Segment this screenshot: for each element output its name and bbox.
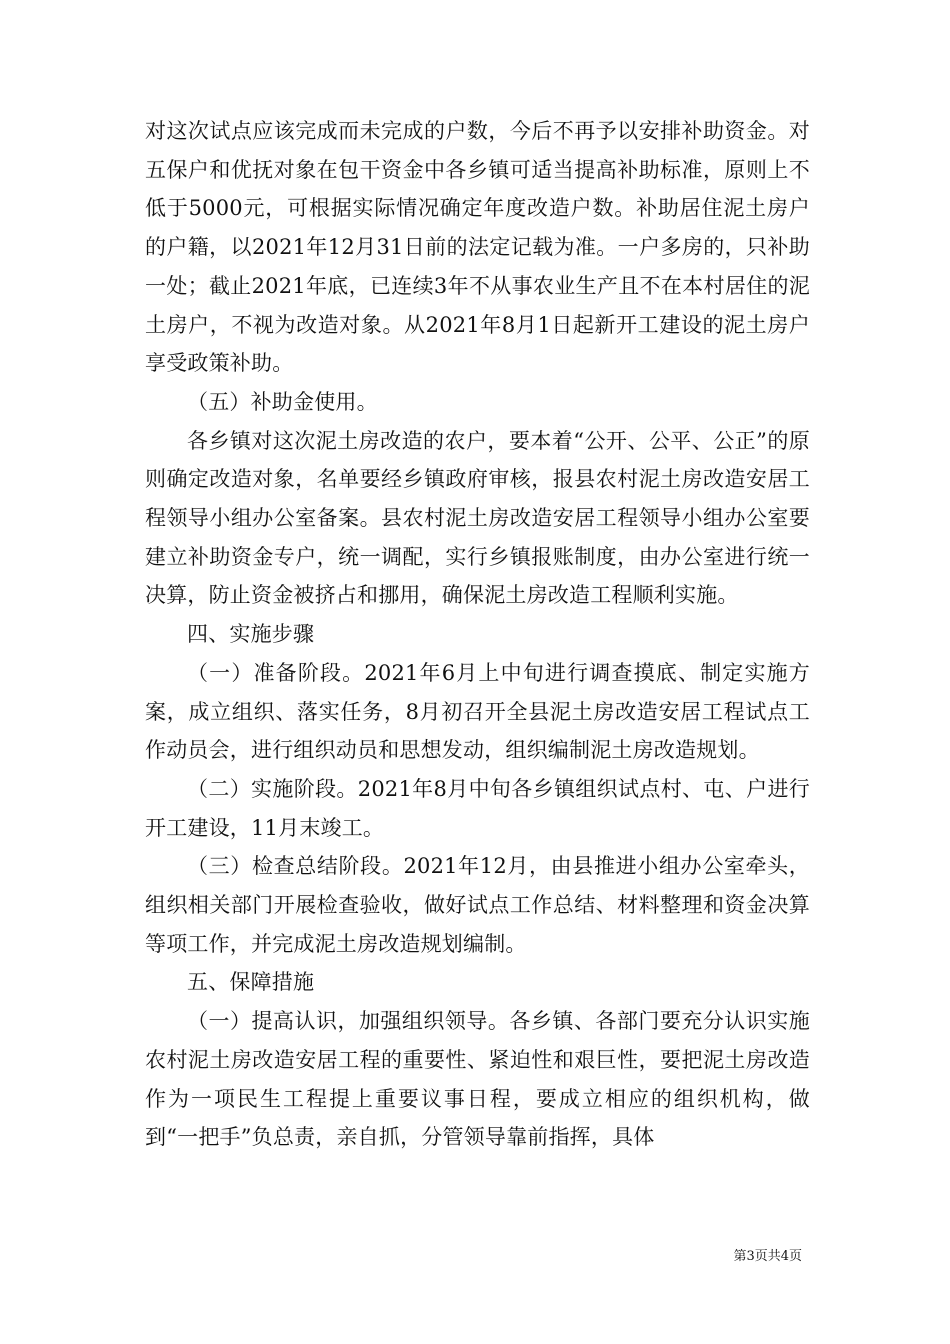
- paragraph-organizational-leadership: （一）提高认识，加强组织领导。各乡镇、各部门要充分认识实施农村泥土房改造安居工程的重要性、紧迫性和艰巨性，要把泥土房改造作为一项民生工程提上重要议事日程，要成立相应的组织机构，做到“一把手”负总责，亲自抓，分管领导靠前指挥，具体: [145, 1009, 810, 1150]
- page-number: 第3页共4页: [733, 1249, 802, 1264]
- paragraph-subsidy-use: 各乡镇对这次泥土房改造的农户，要本着“公开、公平、公正”的原则确定改造对象，名单要经乡镇政府审核，报县农村泥土房改造安居工程领导小组办公室备案。县农村泥土房改造安居工程领导小组办公室要建立补助资金专户，统一调配，实行乡镇报账制度，由办公室进行统一决算，防止资金被挤占和挪用，确保泥土房改造工程顺利实施。: [145, 428, 810, 608]
- heading-implementation-steps: 四、实施步骤: [187, 622, 315, 647]
- document-body: [145, 112, 810, 1157]
- paragraph-implementation-stage: （二）实施阶段。2021年8月中旬各乡镇组织试点村、屯、户进行开工建设，11月末竣工。: [145, 776, 810, 840]
- paragraph-preparation-stage: （一）准备阶段。2021年6月上中旬进行调查摸底、制定实施方案，成立组织、落实任务，8月初召开全县泥土房改造安居工程试点工作动员会，进行组织动员和思想发动，组织编制泥土房改造规划。: [145, 660, 810, 763]
- heading-subsidy-use: （五）补助金使用。: [187, 389, 378, 414]
- paragraph-inspection-stage: （三）检查总结阶段。2021年12月，由县推进小组办公室牵头，组织相关部门开展检查验收，做好试点工作总结、材料整理和资金决算等项工作，并完成泥土房改造规划编制。: [145, 854, 810, 956]
- heading-safeguard-measures: 五、保障措施: [187, 970, 315, 995]
- paragraph-subsidy-rules: 对这次试点应该完成而未完成的户数，今后不再予以安排补助资金。对五保户和优抚对象在包干资金中各乡镇可适当提高补助标准，原则上不低于5000元，可根据实际情况确定年度改造户数。补助居住泥土房户的户籍，以2021年12月31日前的法定记载为准。一户多房的，只补助一处；截止2021年底，已连续3年不从事农业生产且不在本村居住的泥土房户，不视为改造对象。从2021年8月1日起新开工建设的泥土房户享受政策补助。: [145, 119, 810, 376]
